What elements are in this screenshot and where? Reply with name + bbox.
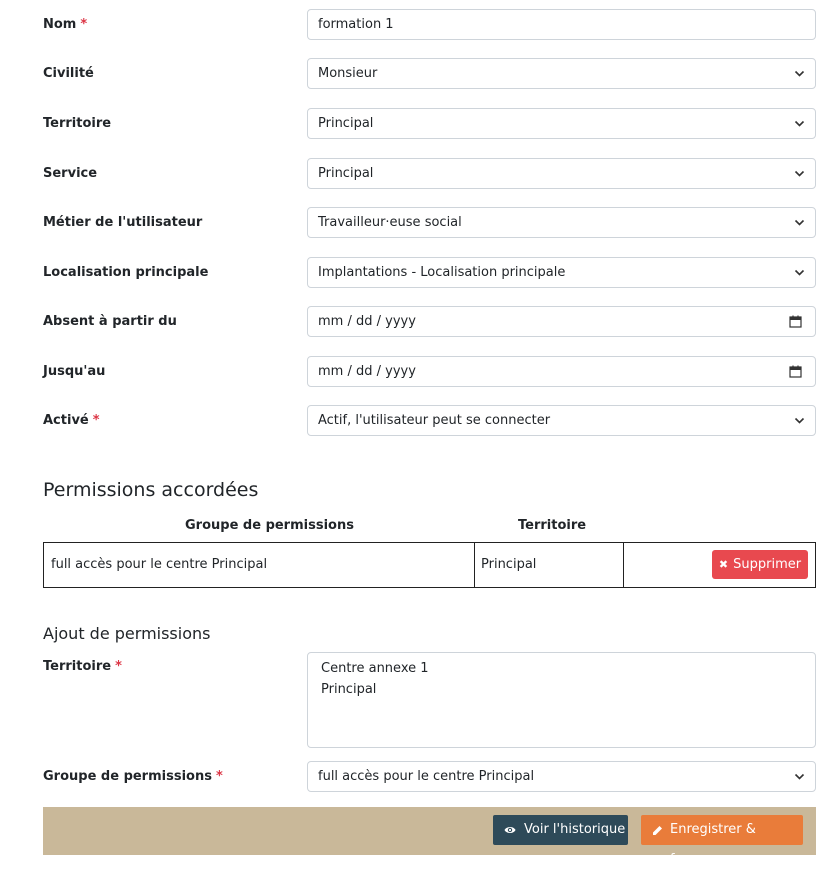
pencil-icon xyxy=(652,825,663,836)
chevron-down-icon xyxy=(794,268,805,277)
absent-row xyxy=(43,306,816,337)
permissions-title: Permissions accordées xyxy=(43,479,259,501)
required-marker: * xyxy=(92,413,100,428)
chevron-down-icon xyxy=(794,119,805,128)
delete-button[interactable] xyxy=(712,550,808,579)
delete-label: Supprimer xyxy=(733,557,802,572)
territoire-row xyxy=(43,108,816,139)
metier-row xyxy=(43,207,816,238)
service-value: Principal xyxy=(318,166,374,181)
service-label: Service xyxy=(43,166,98,181)
groupe-value: full accès pour le centre Principal xyxy=(51,557,268,572)
localisation-select[interactable] xyxy=(307,257,816,288)
nom-value: formation 1 xyxy=(318,17,394,32)
territoire-option[interactable]: Principal xyxy=(321,682,377,697)
calendar-icon[interactable] xyxy=(789,365,802,378)
absent-date-input[interactable] xyxy=(307,306,816,337)
history-label: Voir l'historique xyxy=(524,822,626,837)
territoire-cell-value: Principal xyxy=(481,557,537,572)
add-territoire-label: Territoire * xyxy=(43,659,122,674)
jusquau-label: Jusqu'au xyxy=(43,364,106,379)
eye-icon xyxy=(504,825,516,835)
jusquau-date-input[interactable] xyxy=(307,356,816,387)
groupe-select[interactable] xyxy=(307,761,816,792)
chevron-down-icon xyxy=(794,169,805,178)
service-select[interactable] xyxy=(307,158,816,189)
chevron-down-icon xyxy=(794,69,805,78)
groupe-select-value: full accès pour le centre Principal xyxy=(318,769,535,784)
absent-placeholder: mm / dd / yyyy xyxy=(318,314,416,329)
jusquau-row xyxy=(43,356,816,387)
required-marker: * xyxy=(115,659,122,674)
localisation-value: Implantations - Localisation principale xyxy=(318,265,566,280)
active-row xyxy=(43,405,816,436)
history-button[interactable] xyxy=(493,815,628,845)
localisation-row xyxy=(43,257,816,288)
civilite-row xyxy=(43,58,816,89)
civilite-value: Monsieur xyxy=(318,66,378,81)
table-row xyxy=(43,542,816,588)
calendar-icon[interactable] xyxy=(789,315,802,328)
metier-select[interactable] xyxy=(307,207,816,238)
territoire-label: Territoire xyxy=(43,116,112,131)
civilite-label: Civilité xyxy=(43,66,94,81)
absent-label: Absent à partir du xyxy=(43,314,177,329)
times-icon: ✖ xyxy=(718,558,729,571)
localisation-label: Localisation principale xyxy=(43,265,209,280)
active-value: Actif, l'utilisateur peut se connecter xyxy=(318,413,551,428)
column-header-territoire: Territoire xyxy=(518,518,587,533)
jusquau-placeholder: mm / dd / yyyy xyxy=(318,364,416,379)
save-close-label: Enregistrer & fermer xyxy=(670,822,756,867)
territoire-cell xyxy=(474,543,624,587)
nom-input[interactable] xyxy=(307,9,816,40)
groupe-cell xyxy=(44,543,475,587)
territoire-multiselect[interactable] xyxy=(307,652,816,748)
column-header-groupe: Groupe de permissions xyxy=(185,518,354,533)
nom-label: Nom * xyxy=(43,17,88,32)
territoire-select[interactable] xyxy=(307,108,816,139)
add-permissions-title: Ajout de permissions xyxy=(43,624,211,643)
save-close-button[interactable] xyxy=(641,815,803,867)
metier-label: Métier de l'utilisateur xyxy=(43,215,203,230)
required-marker: * xyxy=(215,769,223,784)
nom-row xyxy=(43,9,816,40)
metier-value: Travailleur·euse social xyxy=(318,215,462,230)
active-select[interactable] xyxy=(307,405,816,436)
territoire-option[interactable]: Centre annexe 1 xyxy=(321,661,429,676)
active-label: Activé * xyxy=(43,413,100,428)
groupe-label: Groupe de permissions * xyxy=(43,769,223,784)
chevron-down-icon xyxy=(794,416,805,425)
required-marker: * xyxy=(80,17,88,32)
territoire-value: Principal xyxy=(318,116,374,131)
service-row xyxy=(43,158,816,189)
chevron-down-icon xyxy=(794,218,805,227)
groupe-row xyxy=(43,761,816,792)
footer-bar xyxy=(43,807,816,867)
civilite-select[interactable] xyxy=(307,58,816,89)
chevron-down-icon xyxy=(794,772,805,781)
